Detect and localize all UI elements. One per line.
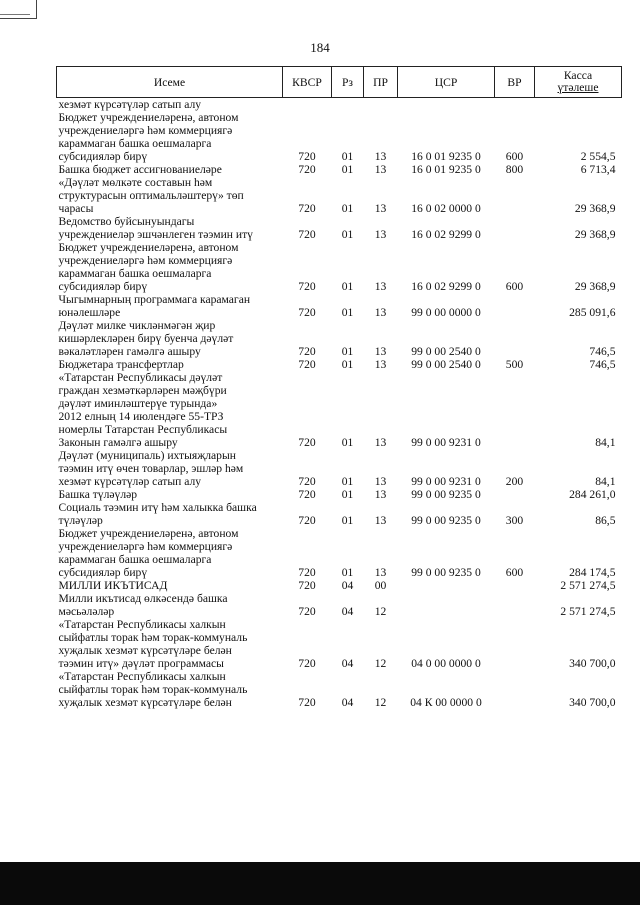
row-kvsr: 720 <box>298 202 316 215</box>
header-rz: Рз <box>332 67 364 98</box>
row-vr <box>495 176 535 215</box>
row-name: МИЛЛИ ИКЪТИСАД <box>58 579 168 592</box>
header-pr: ПР <box>364 67 398 98</box>
row-pr: 13 <box>374 488 387 501</box>
row-amount: 2 554,5 <box>580 150 616 163</box>
row-rz: 01 <box>341 358 354 371</box>
row-vr: 600 <box>505 280 524 293</box>
row-kvsr: 720 <box>298 514 316 527</box>
row-rz: 01 <box>341 488 354 501</box>
row-amount: 340 700,0 <box>569 696 616 709</box>
row-csr: 99 0 00 0000 0 <box>411 306 481 319</box>
row-pr: 13 <box>374 436 387 449</box>
row-name: «Татарстан Республикасы халкын сыйфатлы торак һәм торак-коммуналь хуҗалык хезмәт күрсәтүләре белән тәэмин итү» дәүләт программасы <box>58 618 248 670</box>
row-csr: 99 0 00 9235 0 <box>411 566 481 579</box>
row-kvsr: 720 <box>298 280 316 293</box>
row-amount: 340 700,0 <box>569 657 616 670</box>
row-pr: 13 <box>374 475 387 488</box>
row-pr: 13 <box>374 306 387 319</box>
row-pr: 13 <box>374 202 387 215</box>
row-vr <box>495 319 535 358</box>
row-csr: 16 0 02 9299 0 <box>411 228 481 241</box>
table-row <box>57 163 622 176</box>
row-amount: 6 713,4 <box>580 163 616 176</box>
row-pr: 00 <box>374 579 387 592</box>
row-name: Ведомство буйсынуындагы учреждениеләр эшчәнлеген тәэмин итү <box>58 215 253 241</box>
row-rz: 04 <box>341 605 354 618</box>
row-kvsr: 720 <box>298 696 316 709</box>
row-csr: 16 0 01 9235 0 <box>411 150 481 163</box>
header-kassa-line2: үтәлеше <box>557 81 599 94</box>
row-name: Дәүләт милке чикләнмәгән җир кишәрлекләрен бирү буенча дәүләт вәкаләтләрен гамәлгә ашыру <box>58 319 234 358</box>
row-csr: 99 0 00 9235 0 <box>411 514 481 527</box>
row-kvsr: 720 <box>298 475 316 488</box>
table-row <box>57 592 622 618</box>
row-name: хезмәт күрсәтүләр сатып алу <box>58 98 202 111</box>
row-rz: 01 <box>341 306 354 319</box>
row-pr: 13 <box>374 566 387 579</box>
row-name: Милли икътисад өлкәсендә башка мәсьәләләр <box>58 592 228 618</box>
budget-table <box>56 66 622 709</box>
table-row <box>57 358 622 371</box>
row-amount: 285 091,6 <box>569 306 616 319</box>
row-amount: 29 368,9 <box>574 280 616 293</box>
row-kvsr: 720 <box>298 605 316 618</box>
header-name: Исеме <box>57 67 283 98</box>
header-kassa-line1: Касса <box>563 69 593 82</box>
row-kvsr: 720 <box>298 657 316 670</box>
table-header-row <box>57 67 622 98</box>
row-pr: 13 <box>374 150 387 163</box>
table-row <box>57 241 622 293</box>
table-row <box>57 618 622 670</box>
row-name: Бюджет учреждениеләренә, автоном учреждениеләргә һәм коммерциягә караммаган башка оешмаларга субсидияләр бирү <box>58 527 239 579</box>
row-kvsr <box>283 98 332 112</box>
row-kvsr: 720 <box>298 566 316 579</box>
row-amount: 29 368,9 <box>574 202 616 215</box>
row-csr <box>398 579 495 592</box>
row-amount: 284 261,0 <box>569 488 616 501</box>
row-rz: 01 <box>341 345 354 358</box>
row-pr: 13 <box>374 163 387 176</box>
row-amount: 84,1 <box>595 436 616 449</box>
table-row <box>57 176 622 215</box>
header-vr: ВР <box>495 67 535 98</box>
row-csr: 99 0 00 9231 0 <box>411 475 481 488</box>
scan-bottom-bar <box>0 862 640 905</box>
row-vr <box>495 293 535 319</box>
row-csr: 04 К 00 0000 0 <box>410 696 482 709</box>
table-row <box>57 527 622 579</box>
row-name: «Дәүләт мөлкәте составын һәм структурасын оптимальләштерү» төп чарасы <box>58 176 244 215</box>
row-rz: 01 <box>341 202 354 215</box>
row-pr: 12 <box>374 605 387 618</box>
row-pr: 13 <box>374 358 387 371</box>
row-rz: 01 <box>341 566 354 579</box>
row-csr: 16 0 01 9235 0 <box>411 163 481 176</box>
row-csr: 99 0 00 9235 0 <box>411 488 481 501</box>
row-name: Бюджет учреждениеләренә, автоном учреждениеләргә һәм коммерциягә караммаган башка оешмаларга субсидияләр бирү <box>58 241 239 293</box>
row-kvsr: 720 <box>298 436 316 449</box>
table-row <box>57 293 622 319</box>
row-kvsr: 720 <box>298 228 316 241</box>
row-vr: 800 <box>505 163 524 176</box>
row-kvsr: 720 <box>298 306 316 319</box>
row-csr: 04 0 00 0000 0 <box>411 657 481 670</box>
header-kvsr: КВСР <box>283 67 332 98</box>
row-vr <box>495 579 535 592</box>
row-csr: 99 0 00 9231 0 <box>411 436 481 449</box>
row-kvsr: 720 <box>298 345 316 358</box>
row-csr: 99 0 00 2540 0 <box>411 358 481 371</box>
row-vr <box>495 488 535 501</box>
row-amount: 746,5 <box>589 345 616 358</box>
row-rz: 01 <box>341 436 354 449</box>
row-kvsr: 720 <box>298 488 316 501</box>
row-vr <box>495 371 535 449</box>
row-pr: 13 <box>374 514 387 527</box>
row-amount: 284 174,5 <box>569 566 616 579</box>
row-kvsr: 720 <box>298 150 316 163</box>
row-vr: 500 <box>505 358 524 371</box>
header-csr: ЦСР <box>398 67 495 98</box>
header-kassa <box>535 67 622 98</box>
row-amount: 746,5 <box>589 358 616 371</box>
row-kvsr: 720 <box>298 163 316 176</box>
row-rz: 04 <box>341 579 354 592</box>
table-row <box>57 111 622 163</box>
row-csr: 16 0 02 9299 0 <box>411 280 481 293</box>
row-vr: 600 <box>505 566 524 579</box>
row-rz: 01 <box>341 280 354 293</box>
row-rz: 01 <box>341 163 354 176</box>
table-row <box>57 371 622 449</box>
table-row <box>57 449 622 488</box>
row-rz: 04 <box>341 657 354 670</box>
row-vr <box>495 215 535 241</box>
page-number: 184 <box>310 40 330 55</box>
row-kvsr: 720 <box>298 358 316 371</box>
row-csr: 16 0 02 0000 0 <box>411 202 481 215</box>
table-row <box>57 670 622 709</box>
row-vr <box>495 98 535 112</box>
row-rz: 01 <box>341 514 354 527</box>
row-name: Социаль тәэмин итү һәм халыкка башка түләүләр <box>58 501 257 527</box>
row-pr <box>364 98 398 112</box>
row-rz: 04 <box>341 696 354 709</box>
row-vr: 600 <box>505 150 524 163</box>
row-amount: 2 571 274,5 <box>560 605 616 618</box>
table-row <box>57 501 622 527</box>
row-vr <box>495 592 535 618</box>
row-amount <box>535 98 622 112</box>
row-kvsr: 720 <box>298 579 316 592</box>
row-name: Бюджет учреждениеләренә, автоном учреждениеләргә һәм коммерциягә караммаган башка оешмаларга субсидияләр бирү <box>58 111 239 163</box>
row-pr: 13 <box>374 228 387 241</box>
row-amount: 2 571 274,5 <box>560 579 616 592</box>
row-name: «Татарстан Республикасы халкын сыйфатлы торак һәм торак-коммуналь хуҗалык хезмәт күрсәтүләре белән <box>58 670 248 709</box>
row-name: Башка түләүләр <box>58 488 138 501</box>
row-name: Дәүләт (муниципаль) ихтыяҗларын тәэмин итү өчен товарлар, эшләр һәм хезмәт күрсәтүләр сатып алу <box>58 449 244 488</box>
row-pr: 12 <box>374 696 387 709</box>
row-pr: 13 <box>374 280 387 293</box>
row-rz: 01 <box>341 475 354 488</box>
row-csr <box>398 592 495 618</box>
row-pr: 13 <box>374 345 387 358</box>
row-rz: 01 <box>341 150 354 163</box>
row-vr: 300 <box>505 514 524 527</box>
row-name: Чыгымнарның программага карамаган юнәлешләре <box>58 293 251 319</box>
row-pr: 12 <box>374 657 387 670</box>
row-vr: 200 <box>505 475 524 488</box>
row-rz <box>332 98 364 112</box>
row-amount: 84,1 <box>595 475 616 488</box>
table-row <box>57 215 622 241</box>
table-row <box>57 488 622 501</box>
row-name: Башка бюджет ассигнованиеләре <box>58 163 222 176</box>
table-row <box>57 98 622 112</box>
row-csr: 99 0 00 2540 0 <box>411 345 481 358</box>
row-amount: 86,5 <box>595 514 616 527</box>
table-row <box>57 579 622 592</box>
row-vr <box>495 618 535 670</box>
row-csr <box>398 98 495 112</box>
row-name: Бюджетара трансфертлар <box>58 358 184 371</box>
row-vr <box>495 670 535 709</box>
row-amount: 29 368,9 <box>574 228 616 241</box>
table-row <box>57 319 622 358</box>
row-rz: 01 <box>341 228 354 241</box>
scan-corner-line <box>0 2 30 15</box>
row-name: «Татарстан Республикасы дәүләт граждан хезмәткәрләрен мәҗбүри дәүләт иминләштерүе турында» 2012 елның 14 июлендәге 55-ТРЗ номерлы Татарстан Республикасы Законын гамәлгә ашыру <box>58 371 228 449</box>
